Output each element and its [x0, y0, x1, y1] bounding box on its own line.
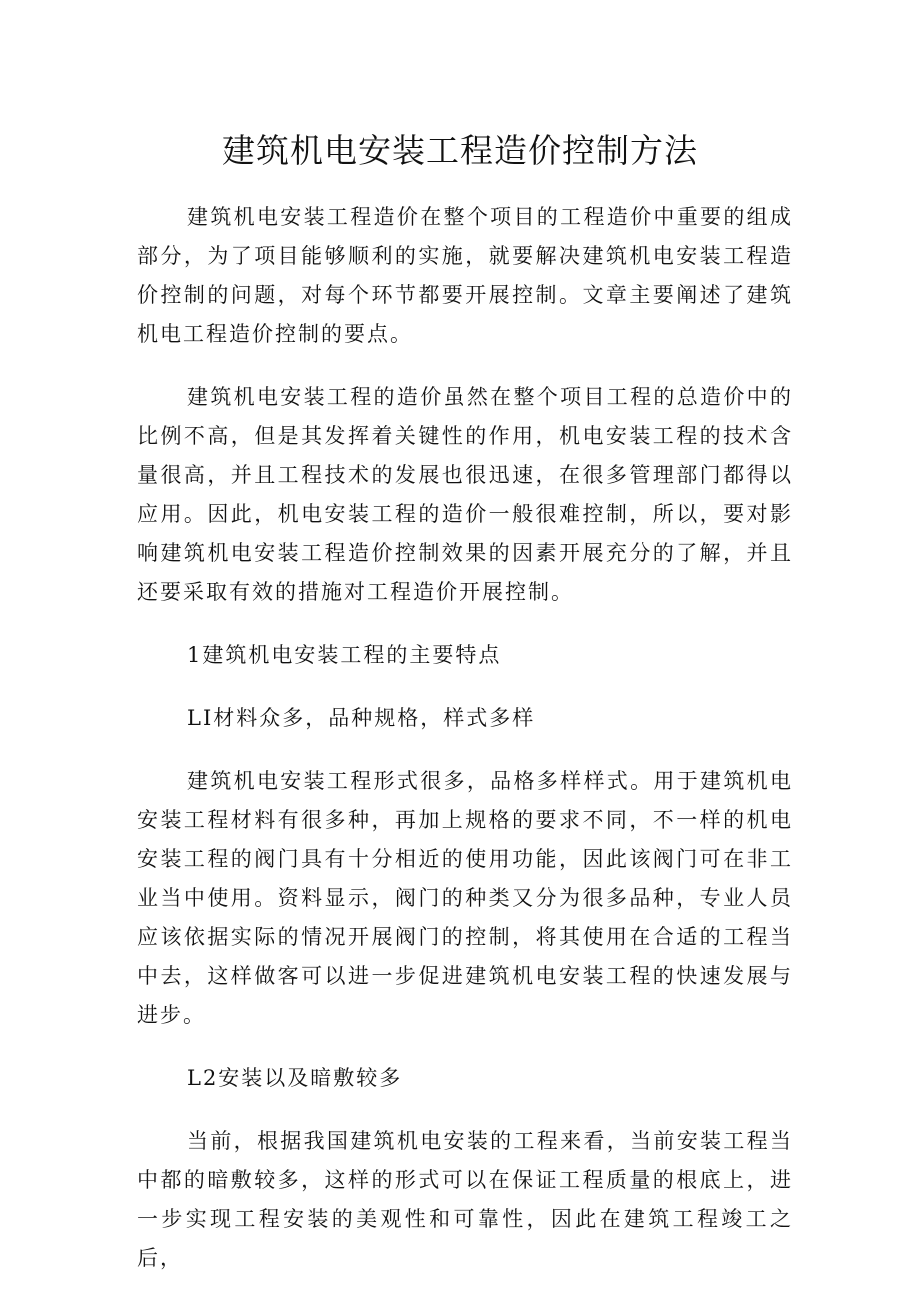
paragraph-intro: 建筑机电安装工程造价在整个项目的工程造价中重要的组成部分，为了项目能够顺利的实施，就要解决建筑机电安装工程造价控制的问题，对每个环节都要开展控制。文章主要阐述了建筑机电工程造价控制的要点。 [137, 205, 793, 346]
document-title: 建筑机电安装工程造价控制方法 [222, 131, 698, 170]
paragraph-overview: 建筑机电安装工程的造价虽然在整个项目工程的总造价中的比例不高，但是其发挥着关键性的作用，机电安装工程的技术含量很高，并且工程技术的发展也很迅速，在很多管理部门都得以应用。因此，机电安装工程的造价一般很难控制，所以，要对影响建筑机电安装工程造价控制效果的因素开展充分的了解，并且还要采取有效的措施对工程造价开展控制。 [137, 385, 793, 604]
document-body [137, 198, 793, 1302]
paragraph-concealed-install: 当前，根据我国建筑机电安装的工程来看，当前安装工程当中都的暗敷较多，这样的形式可以在保证工程质量的根底上，进一步实现工程安装的美观性和可靠性，因此在建筑工程竣工之后， [137, 1129, 793, 1270]
paragraph-materials: 建筑机电安装工程形式很多，品格多样样式。用于建筑机电安装工程材料有很多种，再加上规格的要求不同，不一样的机电安装工程的阀门具有十分相近的使用功能，因此该阀门可在非工业当中使用。资料显示，阀门的种类又分为很多品种，专业人员应该依据实际的情况开展阀门的控制，将其使用在合适的工程当中去，这样做客可以进一步促进建筑机电安装工程的快速发展与进步。 [137, 769, 793, 1027]
section-heading-1: 1建筑机电安装工程的主要特点 [187, 643, 502, 667]
subsection-heading-1-1: LI材料众多，品种规格，样式多样 [187, 706, 536, 730]
subsection-heading-1-2: L2安装以及暗敷较多 [187, 1066, 403, 1090]
